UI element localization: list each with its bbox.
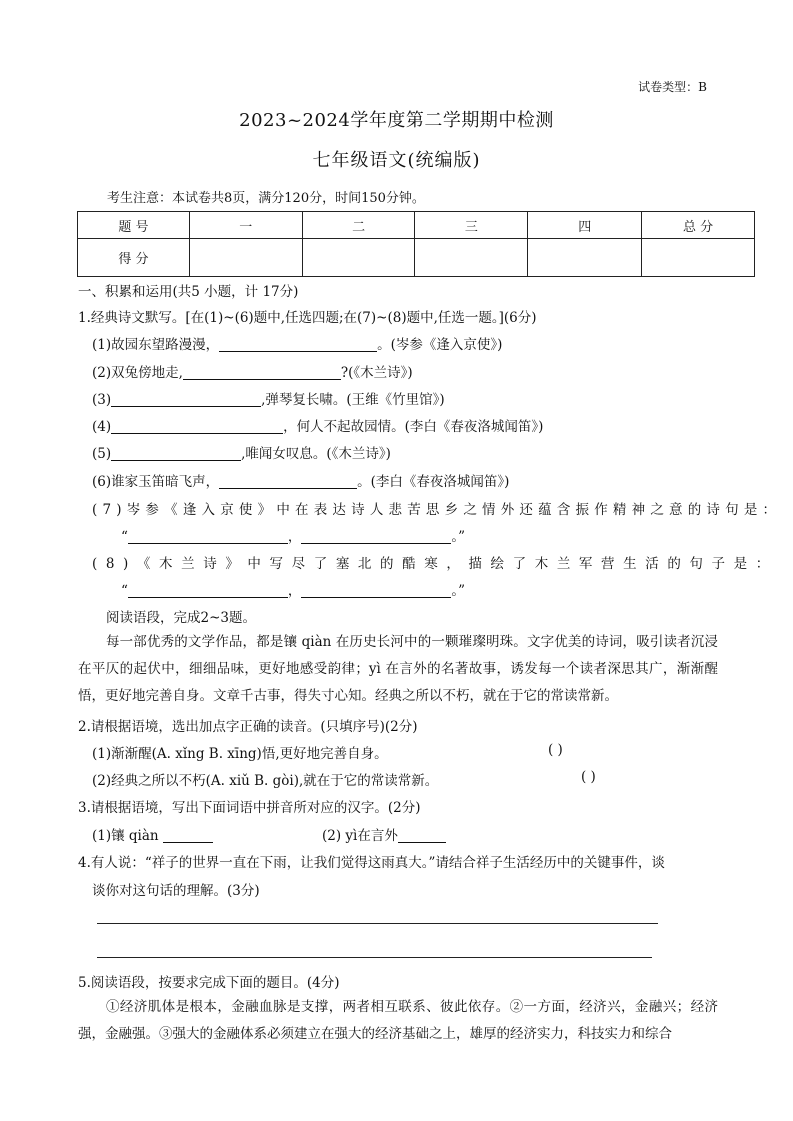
score-table-header-row <box>78 212 755 239</box>
q3-item-2 <box>322 824 446 844</box>
q1-item-7-blank-2[interactable] <box>301 530 451 545</box>
q1-item-8-blank-2[interactable] <box>301 584 451 599</box>
q1-item-2-blank[interactable] <box>183 366 341 381</box>
q2-item-2-answer-paren[interactable]: ( ) <box>581 769 596 785</box>
q2-item-1-answer-paren[interactable]: ( ) <box>548 742 563 758</box>
header-cell-question-no: 题 号 <box>78 212 190 239</box>
q1-item-5-pre: (5) <box>92 446 112 462</box>
q3-item-2-blank[interactable] <box>398 829 446 844</box>
q1-item-3-blank[interactable] <box>111 393 261 408</box>
header-cell-total: 总 分 <box>642 212 755 239</box>
q1-item-2-post: ?(《木兰诗》) <box>340 365 413 381</box>
header-cell-part-3: 三 <box>415 212 528 239</box>
score-table <box>77 211 755 277</box>
q1-item-3-pre: (3) <box>92 392 112 408</box>
score-table-score-row <box>78 239 755 277</box>
q1-item-2-pre: (2)双兔傍地走, <box>92 365 183 381</box>
q4-answer-line-2[interactable] <box>97 957 652 958</box>
q1-item-5 <box>92 442 391 462</box>
q1-item-7-open-quote: “ <box>121 529 128 545</box>
q3-item-1 <box>92 824 213 844</box>
q1-item-7-blank-1[interactable] <box>128 530 288 545</box>
q1-item-1 <box>92 333 502 353</box>
q1-item-3 <box>92 388 445 408</box>
q2-item-1: (1)渐渐醒(A. xǐng B. xīng)悟,更好地完善自身。 <box>92 746 388 762</box>
q1-item-8-comma: ， <box>287 583 302 599</box>
q1-item-4-pre: (4) <box>92 419 112 435</box>
q1-item-7-close-quote: 。” <box>451 529 466 545</box>
score-cell-part-2[interactable] <box>302 239 415 277</box>
q1-item-5-post: ,唯闻女叹息。(《木兰诗》) <box>241 446 391 462</box>
header-cell-part-1: 一 <box>189 212 302 239</box>
header-cell-part-4: 四 <box>528 212 642 239</box>
reading-intro: 阅读语段，完成2~3题。 <box>106 610 256 626</box>
q3-item-1-label: (1)镶 qiàn <box>92 828 159 844</box>
paper-type-label: 试卷类型：B <box>638 80 707 94</box>
exam-subtitle: 七年级语文(统编版) <box>312 150 481 171</box>
q1-item-8-close-quote: 。” <box>451 583 466 599</box>
section-1-heading: 一、积累和运用(共5 小题，计 17分) <box>78 284 299 300</box>
q5-passage: ①经济肌体是根本，金融血脉是支撑，两者相互联系、彼此依存。②一方面，经济兴，金融兴；经济强，金融强。③强大的金融体系必须建立在强大的经济基础之上，雄厚的经济实力，科技实力和综合 <box>78 999 718 1042</box>
q5-stem: 5.阅读语段，按要求完成下面的题目。(4分) <box>78 975 340 991</box>
q1-item-4 <box>92 415 543 435</box>
q1-item-1-blank[interactable] <box>219 338 377 353</box>
q1-item-6-pre: (6)谁家玉笛暗飞声， <box>92 474 220 490</box>
q1-item-4-post: ，何人不起故园情。(李白《春夜洛城闻笛》) <box>283 419 544 435</box>
q1-item-1-pre: (1)故园东望路漫漫， <box>92 337 220 353</box>
reading-passage: 每一部优秀的文学作品，都是镶 qiàn 在历史长河中的一颗璀璨明珠。文字优美的诗词，吸引读者沉浸在平仄的起伏中，细细品味，更好地感受韵律；yì 在言外的名著故事，诱发每一个读者深思其广，渐渐醒悟，更好地完善自身。文章千古事，得失寸心知。经典之所以不朽，就在于它的常读常新。 <box>78 634 718 704</box>
q4-answer-line-1[interactable] <box>97 923 658 924</box>
q1-item-2 <box>92 361 413 381</box>
q3-item-2-label: (2) yì <box>322 828 358 844</box>
q1-item-1-post: 。(岑参《逢入京使》) <box>377 337 503 353</box>
q1-stem: 1.经典诗文默写。[在(1)~(6)题中,任选四题;在(7)~(8)题中,任选一题。](6分) <box>78 310 537 326</box>
q4-line-2: 谈你对这句话的理解。(3分) <box>92 883 260 899</box>
q3-item-2-suffix: 在言外 <box>357 828 398 844</box>
q1-item-6-blank[interactable] <box>219 475 357 490</box>
q1-item-7-comma: ， <box>287 529 302 545</box>
q3-stem: 3.请根据语境，写出下面词语中拼音所对应的汉字。(2分) <box>78 800 421 816</box>
q2-item-2: (2)经典之所以不朽(A. xiǔ B. gòi),就在于它的常读常新。 <box>92 773 439 789</box>
q4-line-1: 4.有人说：“祥子的世界一直在下雨，让我们觉得这雨真大。”请结合祥子生活经历中的关键事件，谈 <box>78 855 665 871</box>
score-cell-total[interactable] <box>642 239 755 277</box>
q1-item-8: (8)《木兰诗》中写尽了塞北的酷寒，描绘了木兰军营生活的句子是： <box>92 556 778 572</box>
q1-item-8-blank-1[interactable] <box>128 584 288 599</box>
q1-item-6-post: 。(李白《春夜洛城闻笛》) <box>357 474 510 490</box>
exam-title: 2023~2024学年度第二学期期中检测 <box>239 110 554 131</box>
q1-item-8-open-quote: “ <box>121 583 128 599</box>
q1-item-3-post: ,弹琴复长啸。(王维《竹里馆》) <box>261 392 445 408</box>
q1-item-8-answer <box>121 579 465 599</box>
q1-item-6 <box>92 470 509 490</box>
score-cell-part-1[interactable] <box>189 239 302 277</box>
q2-stem: 2.请根据语境，选出加点字正确的读音。(只填序号)(2分) <box>78 719 418 735</box>
q1-item-7-answer <box>121 525 465 545</box>
header-cell-part-2: 二 <box>302 212 415 239</box>
candidate-notice: 考生注意：本试卷共8页，满分120分，时间150分钟。 <box>107 191 425 206</box>
q1-item-7: (7)岑参《逢入京使》中在表达诗人悲苦思乡之情外还蕴含振作精神之意的诗句是： <box>92 502 782 518</box>
score-cell-part-3[interactable] <box>415 239 528 277</box>
q1-item-5-blank[interactable] <box>111 447 241 462</box>
score-cell-part-4[interactable] <box>528 239 642 277</box>
q1-item-4-blank[interactable] <box>111 420 283 435</box>
score-row-label: 得 分 <box>78 239 190 277</box>
q3-item-1-blank[interactable] <box>163 829 213 844</box>
